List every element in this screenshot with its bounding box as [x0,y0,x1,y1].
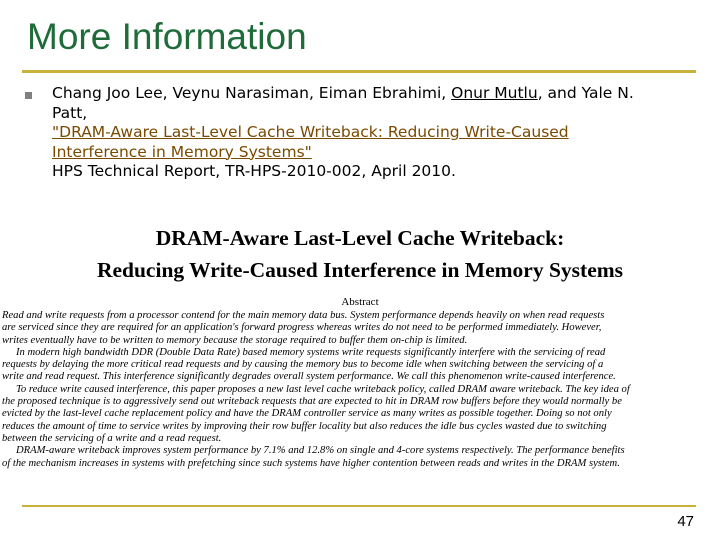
bottom-divider [22,505,696,507]
reference-entry [52,84,677,182]
abstract-body [2,310,718,470]
abstract-line: between the servicing of a write and a read request. [2,432,222,444]
authors-continuation: Patt, [52,103,88,122]
bullet-marker [25,92,32,99]
paper-link-line-2[interactable]: Interference in Memory Systems" [52,142,312,161]
abstract-line: writes eventually have to be written to memory because the storage required to buffer them on-chip is limited. [2,334,468,346]
abstract-line: requests by delaying the more critical read requests and by causing the memory bus to become idle when switching between the servicing of a [2,359,604,371]
venue-text: HPS Technical Report, TR-HPS-2010-002, April 2010. [52,162,456,180]
abstract-line: To reduce write caused interference, this paper proposes a new last level cache writeback policy, called DRAM aware writeback. The key idea of [16,383,630,395]
abstract-line: In modern high bandwidth DDR (Double Data Rate) based memory systems write requests significantly interfere with the servicing of read [16,346,606,358]
abstract-line: reduces the amount of time to service writes by improving their row buffer locality but also reduces the idle bus cycles wasted due to switching [2,420,607,432]
abstract-line: are serviced since they are required for an application's forward progress whereas writes do not need to be performed immediately. However, [2,322,602,334]
abstract-line: evicted by the last-level cache replacement policy and have the DRAM controller service as many writes as possible together. Doing so not only [2,408,612,420]
page-number: 47 [677,513,694,530]
abstract-line: the proposed technique is to aggressively send out writeback requests that are expected to hit in DRAM row buffers before they would normally be [2,396,622,408]
author-link-onur-mutlu[interactable]: Onur Mutlu [451,84,538,102]
abstract-line: of the mechanism increases in systems with prefetching since such systems have higher contention between reads and writes in the DRAM system. [2,457,620,469]
title-divider [22,70,696,73]
authors-text-end: , and Yale N. [537,84,634,102]
abstract-line: write and read request. This interference significantly degrades overall system performance. We call this phenomenon write-caused interference. [2,371,616,383]
abstract-line: DRAM-aware writeback improves system performance by 7.1% and 12.8% on single and 4-core systems respectively. The performance benefits [16,445,625,457]
abstract-line: Read and write requests from a processor contend for the main memory data bus. System performance depends heavily on when read requests [2,310,605,321]
paper-title-line-1: DRAM-Aware Last-Level Cache Writeback: [155,226,565,250]
slide-title: More Information [27,16,307,57]
reference-authors-line [52,84,677,104]
paper-title-line-2: Reducing Write-Caused Interference in Memory Systems [96,258,624,282]
paper-link-line-1[interactable]: "DRAM-Aware Last-Level Cache Writeback: Reducing Write-Caused [52,123,569,141]
abstract-heading: Abstract [341,296,379,308]
authors-text: Chang Joo Lee, Veynu Narasiman, Eiman Ebrahimi, [52,84,452,102]
